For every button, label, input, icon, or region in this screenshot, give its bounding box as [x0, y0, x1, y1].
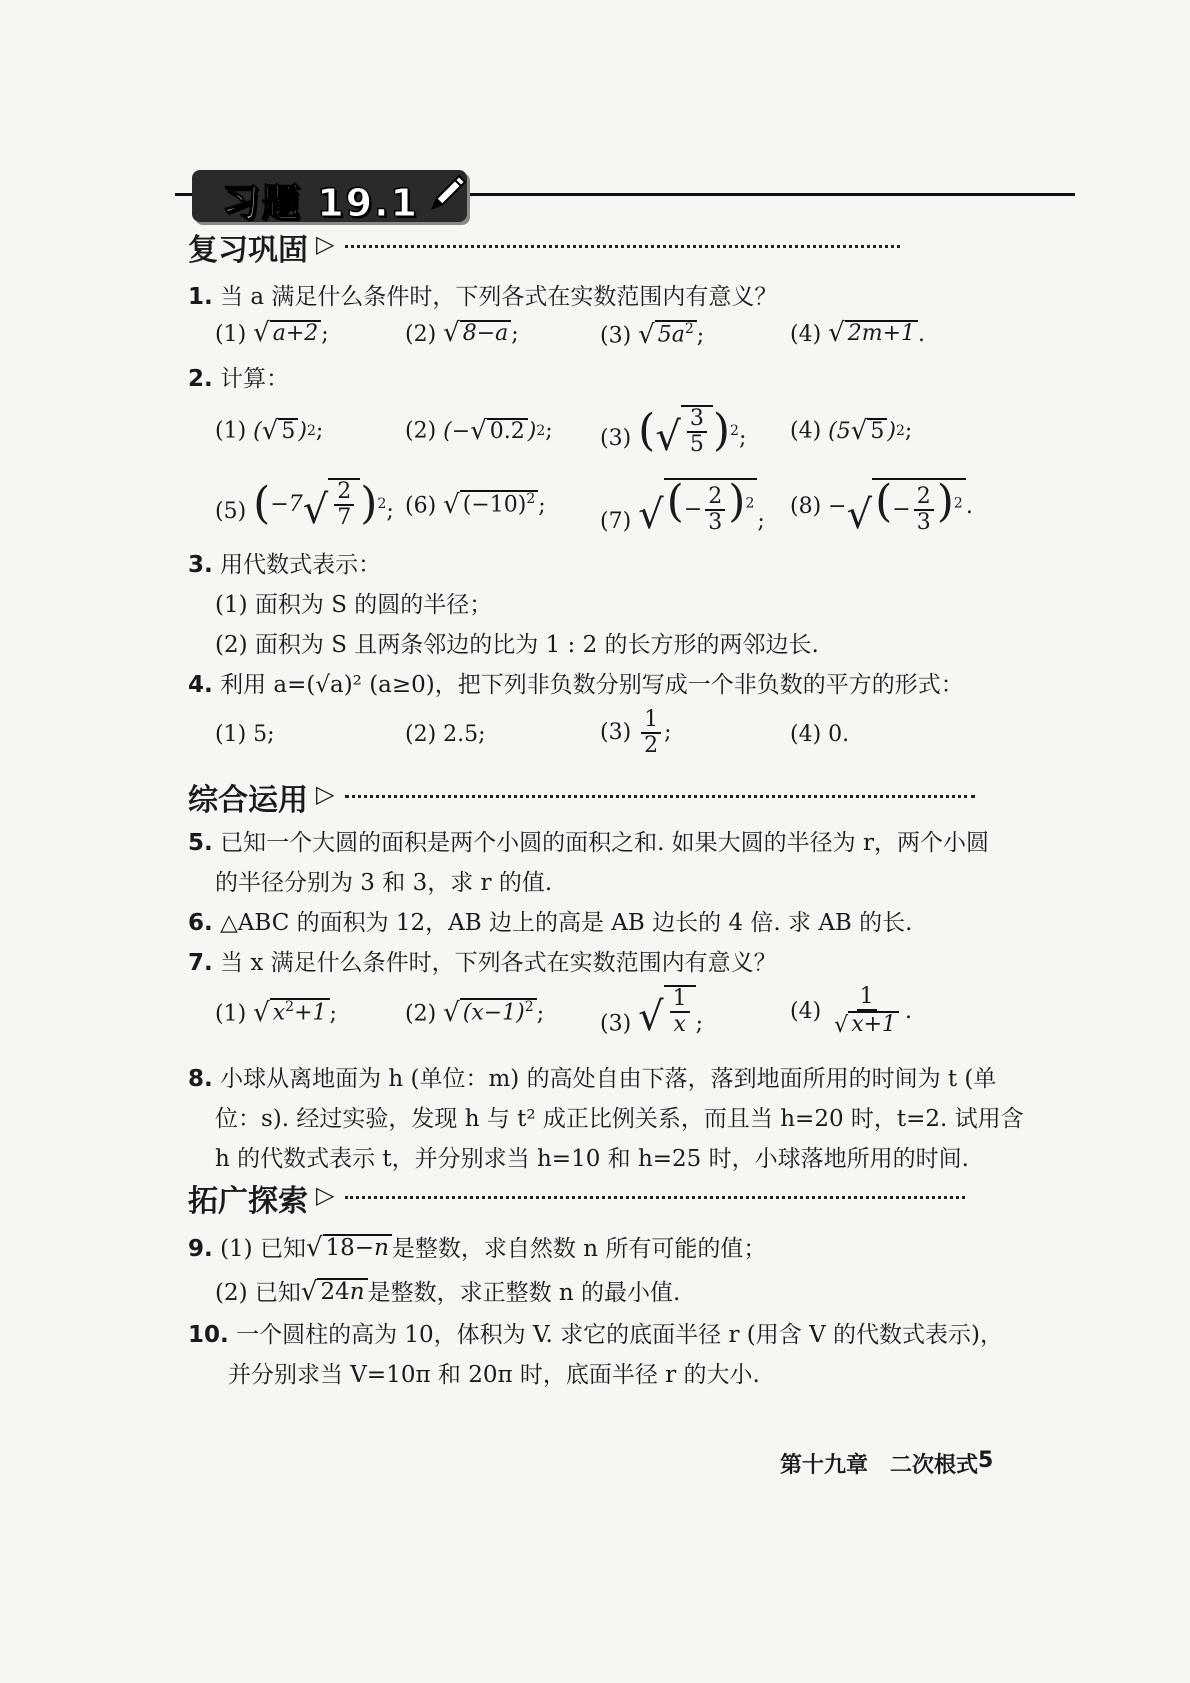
section-title-review: 复习巩固 — [188, 233, 308, 268]
question-number: 3. — [188, 552, 213, 578]
question-number: 2. — [188, 366, 213, 392]
q4-item-3: (3) $\frac{1}{2}$ ; — [600, 707, 672, 759]
item-label: (2) — [405, 418, 437, 444]
q2-item-6: (6) √ $(-10)^2$ ; — [405, 489, 546, 520]
item-label: (3) — [600, 426, 632, 452]
q2-item-3: (3) ( √ $\frac{3}{5}$ ) 2 ; — [600, 405, 747, 461]
question-number: 6. — [188, 910, 213, 936]
question-text: 当 a 满足什么条件时，下列各式在实数范围内有意义？ — [220, 284, 778, 310]
radical: √ 2m+1 — [828, 320, 918, 346]
question-number: 10. — [188, 1322, 229, 1348]
question-text: 一个圆柱的高为 10，体积为 V. 求它的底面半径 r (用含 V 的代数式表示)， — [236, 1322, 1003, 1348]
q9-sub1-suffix: 是整数，求自然数 n 所有可能的值； — [391, 1236, 767, 1262]
q1-item-3: (3) √ $5a^2$ ; — [600, 319, 705, 350]
question-6 — [188, 904, 912, 937]
q3-sub-2: (2) 面积为 S 且两条邻边的比为 1 : 2 的长方形的两邻边长. — [215, 632, 819, 658]
q7-item-2: (2) √ $(x-1)^2$ ; — [405, 997, 545, 1028]
item-label: (3) — [600, 1011, 632, 1037]
question-text: 小球从离地面为 h (单位：m) 的高处自由下落，落到地面所用的时间为 t (单 — [220, 1066, 997, 1092]
triangle-arrow-icon: ▷ — [316, 1181, 335, 1209]
question-number: 1. — [188, 284, 213, 310]
q1-item-1: (1) √ a+2 ; — [215, 318, 329, 349]
radical: √ $5a^2$ — [638, 320, 697, 348]
q4-item-2: (2) 2.5; — [405, 722, 486, 747]
item-label: (4) — [790, 418, 822, 444]
question-7 — [188, 944, 777, 977]
section-divider — [345, 795, 975, 798]
q9-sub2-prefix: (2) 已知 — [215, 1280, 301, 1306]
exercise-title: 习题 19.1 — [222, 181, 419, 225]
section-title-explore: 拓广探索 — [188, 1184, 308, 1219]
q2-item-2: (2) (− √ 0.2 ) 2 ; — [405, 416, 553, 447]
item-label: (3) — [600, 720, 632, 746]
question-text: 当 x 满足什么条件时，下列各式在实数范围内有意义？ — [220, 950, 777, 976]
item-label: (8) — [790, 494, 822, 520]
q2-item-1: (1) ( √ 5 ) 2 ; — [215, 416, 324, 447]
question-5 — [188, 824, 989, 857]
question-text: 利用 a=(√a)² (a≥0)，把下列非负数分别写成一个非负数的平方的形式： — [220, 672, 964, 698]
section-title-apply: 综合运用 — [188, 783, 308, 818]
question-number: 7. — [188, 950, 213, 976]
fraction: $\frac{1}{2}$ — [641, 708, 661, 758]
question-number: 5. — [188, 830, 213, 856]
item-label: (3) — [600, 323, 632, 349]
page-number: 5 — [978, 1448, 994, 1473]
question-2 — [188, 360, 289, 393]
footer-chapter: 第十九章 二次根式 — [780, 1453, 979, 1478]
question-4 — [188, 666, 964, 699]
question-8-line-2: 位：s). 经过实验，发现 h 与 t² 成正比例关系，而且当 h=20 时，t=2. 试用含 — [215, 1106, 1024, 1132]
item-label: (4) — [790, 998, 822, 1024]
question-text: 计算： — [220, 366, 290, 392]
item-label: (1) — [215, 322, 247, 348]
radical: √ 8−a — [443, 320, 511, 346]
question-5-line-2: 的半径分别为 3 和 3，求 r 的值. — [215, 870, 553, 896]
q7-item-3: (3) √ $\frac{1}{x}$ ; — [600, 986, 704, 1041]
question-number: 8. — [188, 1066, 213, 1092]
question-text: 用代数式表示： — [220, 552, 382, 578]
item-label: (6) — [405, 493, 437, 519]
triangle-arrow-icon: ▷ — [316, 230, 335, 258]
q3-sub-1: (1) 面积为 S 的圆的半径； — [215, 592, 493, 618]
q4-item-4: (4) 0. — [790, 722, 850, 747]
question-3 — [188, 546, 381, 579]
q2-item-8: (8) − √ (− $\frac{2}{3}$ )$^2$ . — [790, 476, 973, 539]
q2-item-4: (4) (5 √ 5 ) 2 ; — [790, 416, 913, 447]
section-divider — [345, 245, 900, 248]
item-label: (5) — [215, 499, 247, 525]
q9-sub2-suffix: 是整数，求正整数 n 的最小值. — [367, 1280, 681, 1306]
q4-item-1: (1) 5; — [215, 722, 275, 747]
pencil-icon — [425, 170, 469, 214]
question-9 — [188, 1230, 766, 1263]
q2-item-7: (7) √ (− $\frac{2}{3}$ )$^2$ ; — [600, 476, 765, 539]
q1-item-4: (4) √ 2m+1 . — [790, 318, 926, 349]
q7-item-1: (1) √ $x^2+1$ ; — [215, 997, 337, 1028]
item-label: (2) — [405, 322, 437, 348]
q1-item-2: (2) √ 8−a ; — [405, 318, 519, 349]
item-label: (2) — [405, 1001, 437, 1027]
q9-sub1-prefix: (1) 已知 — [220, 1236, 306, 1262]
item-label: (1) — [215, 1001, 247, 1027]
q7-item-4: (4) 1 √ x+1 . — [790, 984, 913, 1039]
question-1 — [188, 278, 777, 311]
radical: √ 24n — [301, 1278, 368, 1305]
question-10-line-2: 并分别求当 V=10π 和 20π 时，底面半径 r 的大小. — [228, 1362, 760, 1388]
item-label: (7) — [600, 509, 632, 535]
item-label: (4) — [790, 322, 822, 348]
triangle-arrow-icon: ▷ — [316, 780, 335, 808]
q2-item-5: (5) ( −7 √ $\frac{2}{7}$ ) 2 ; — [215, 478, 394, 534]
radical: √ a+2 — [253, 320, 321, 346]
question-text: △ABC 的面积为 12，AB 边上的高是 AB 边长的 4 倍. 求 AB 的长. — [220, 910, 913, 936]
item-label: (1) — [215, 418, 247, 444]
section-divider — [345, 1196, 965, 1199]
question-8-line-3: h 的代数式表示 t，并分别求当 h=10 和 h=25 时，小球落地所用的时间. — [215, 1146, 969, 1172]
question-number: 9. — [188, 1236, 213, 1262]
question-number: 4. — [188, 672, 213, 698]
radical: √ 18−n — [306, 1234, 392, 1261]
question-8 — [188, 1060, 996, 1093]
question-9-sub-2 — [215, 1274, 680, 1307]
question-10 — [188, 1316, 1003, 1349]
question-text: 已知一个大圆的面积是两个小圆的面积之和. 如果大圆的半径为 r，两个小圆 — [220, 830, 989, 856]
